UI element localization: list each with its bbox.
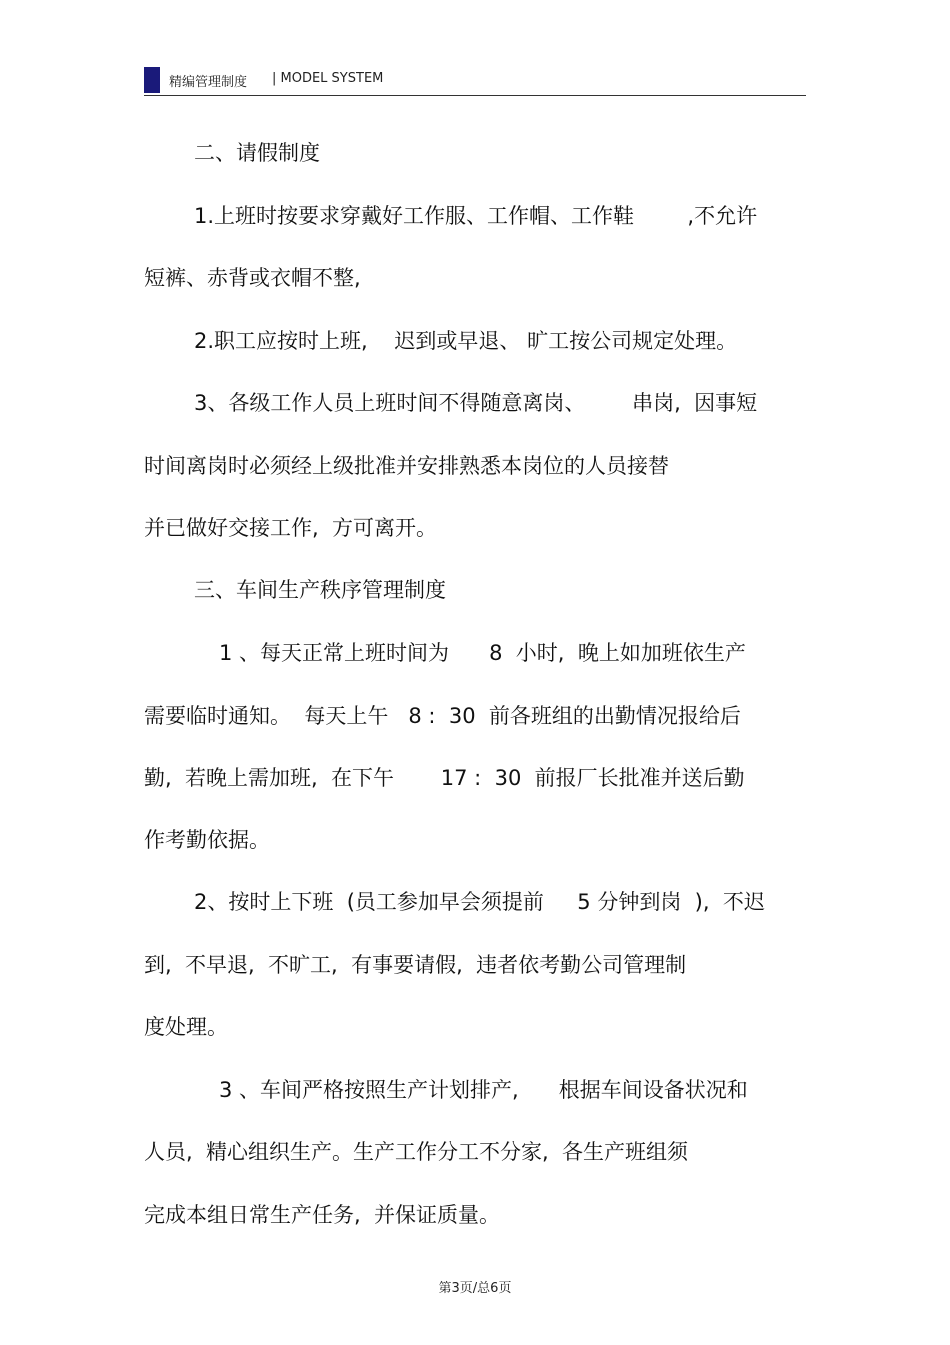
page-indicator: 第3页/总6页 — [438, 1281, 512, 1296]
paragraph-line: 并已做好交接工作, 方可离开。 — [144, 516, 438, 540]
paragraph-line: 到, 不早退, 不旷工, 有事要请假, 违者依考勤公司管理制 — [144, 953, 687, 977]
paragraph-line: 3 、车间严格按照生产计划排产, 根据车间设备状况和 — [219, 1078, 748, 1102]
paragraph-line: 时间离岗时必须经上级批准并安排熟悉本岗位的人员接替 — [144, 454, 669, 478]
paragraph-line: 人员, 精心组织生产。生产工作分工不分家, 各生产班组须 — [144, 1140, 689, 1164]
paragraph-line: 1.上班时按要求穿戴好工作服、工作帽、工作鞋 ,不允许 — [194, 204, 758, 228]
header-model-system: | MODEL SYSTEM — [272, 71, 384, 86]
paragraph-line: 短裤、赤背或衣帽不整, — [144, 266, 361, 290]
paragraph-line: 勤, 若晚上需加班, 在下午 17 : 30 前报厂长批准并送后勤 — [144, 766, 745, 790]
page-header — [144, 66, 806, 96]
paragraph-line: 完成本组日常生产任务, 并保证质量。 — [144, 1203, 501, 1227]
paragraph-line: 1 、每天正常上班时间为 8 小时, 晚上如加班依生产 — [219, 641, 746, 665]
paragraph-line: 需要临时通知。 每天上午 8 : 30 前各班组的出勤情况报给后 — [144, 704, 741, 728]
logo-icon — [144, 67, 160, 93]
paragraph-line: 度处理。 — [144, 1015, 228, 1039]
paragraph-line: 2.职工应按时上班, 迟到或早退、 旷工按公司规定处理。 — [194, 329, 738, 353]
paragraph-line: 2、按时上下班 (员工参加早会须提前 5 分钟到岗 ), 不迟 — [194, 890, 765, 914]
header-brand: 精编管理制度 — [169, 75, 248, 90]
paragraph-line: 3、各级工作人员上班时间不得随意离岗、 串岗, 因事短 — [194, 391, 758, 415]
paragraph-line: 作考勤依据。 — [144, 828, 270, 852]
section-heading-workshop: 三、车间生产秩序管理制度 — [194, 578, 446, 602]
section-heading-leave: 二、请假制度 — [194, 141, 320, 165]
header-divider — [144, 95, 806, 96]
